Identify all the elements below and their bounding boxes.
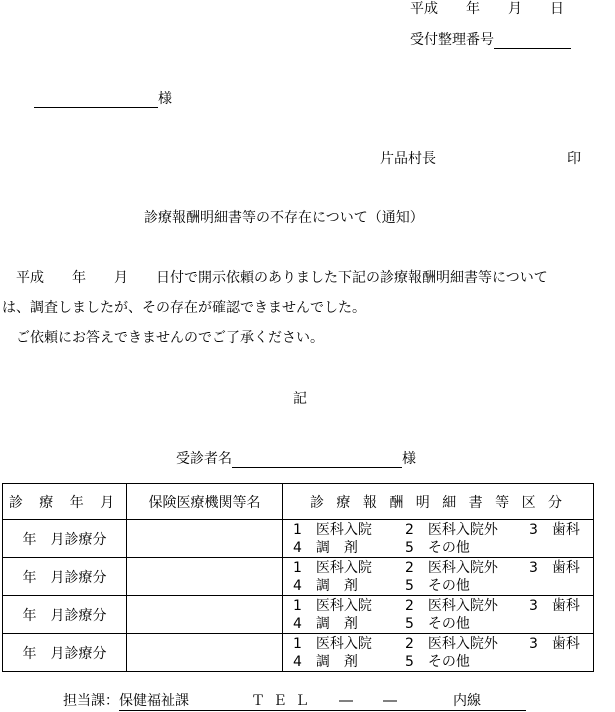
- contact-dash-2: ―: [383, 693, 397, 709]
- addressee-honorific: 様: [158, 91, 172, 107]
- body-line-2: は、調査しましたが、その存在が確認できませんでした。: [2, 300, 366, 316]
- row-month: 年 月診療分: [3, 558, 127, 596]
- addressee-name-field: [34, 91, 158, 108]
- category-other: 5 その他: [405, 615, 470, 632]
- row-category: [283, 596, 594, 634]
- row-month: 年 月診療分: [3, 634, 127, 672]
- receipt-number-label: 受付整理番号: [410, 32, 494, 48]
- receipt-number-field: [494, 32, 571, 49]
- table-row: [3, 558, 594, 596]
- row-institution: [127, 520, 283, 558]
- row-month: 年 月診療分: [3, 520, 127, 558]
- date-line: 平成 年 月 日: [410, 1, 564, 17]
- table-row: [3, 596, 594, 634]
- row-category: [283, 558, 594, 596]
- category-line-1: [283, 521, 593, 539]
- category-line-1: [283, 559, 593, 577]
- category-line-1: [283, 597, 593, 615]
- claims-table: [2, 483, 594, 672]
- contact-details: [119, 692, 526, 711]
- contact-label: 担当課：: [63, 693, 119, 709]
- header-month: 診 療 年 月: [3, 484, 127, 520]
- receipt-number: [410, 31, 571, 49]
- category-other: 5 その他: [405, 539, 470, 556]
- row-month: 年 月診療分: [3, 596, 127, 634]
- table-row: [3, 634, 594, 672]
- contact-extension: 内線: [453, 693, 481, 709]
- document-title: 診療報酬明細書等の不存在について（通知）: [144, 210, 424, 226]
- header-category: 診 療 報 酬 明 細 書 等 区 分: [283, 484, 594, 520]
- category-outpatient: 2 医科入院外: [405, 597, 498, 614]
- category-inpatient: 1 医科入院: [293, 559, 372, 576]
- patient-name: [176, 450, 416, 468]
- ki-mark: 記: [293, 391, 307, 407]
- category-line-2: [283, 653, 593, 671]
- category-other: 5 その他: [405, 653, 470, 670]
- seal-mark: 印: [567, 151, 581, 167]
- category-dental: 3 歯科: [529, 597, 580, 614]
- category-dispensing: 4 調 剤: [293, 653, 358, 670]
- category-inpatient: 1 医科入院: [293, 521, 372, 538]
- category-line-2: [283, 539, 593, 557]
- body-line-3: ご依頼にお答えできませんのでご了承ください。: [16, 330, 324, 346]
- category-outpatient: 2 医科入院外: [405, 521, 498, 538]
- patient-name-label: 受診者名: [176, 451, 232, 467]
- patient-name-field: [232, 451, 402, 468]
- contact-tel-label: ＴＥＬ: [251, 693, 317, 709]
- category-dental: 3 歯科: [529, 559, 580, 576]
- category-dispensing: 4 調 剤: [293, 539, 358, 556]
- row-institution: [127, 596, 283, 634]
- category-outpatient: 2 医科入院外: [405, 635, 498, 652]
- row-category: [283, 520, 594, 558]
- category-other: 5 その他: [405, 577, 470, 594]
- category-inpatient: 1 医科入院: [293, 635, 372, 652]
- sender-name: 片品村長: [380, 151, 436, 167]
- header-institution: 保険医療機関等名: [127, 484, 283, 520]
- row-category: [283, 634, 594, 672]
- category-dental: 3 歯科: [529, 635, 580, 652]
- row-institution: [127, 558, 283, 596]
- category-line-2: [283, 577, 593, 595]
- category-dispensing: 4 調 剤: [293, 615, 358, 632]
- category-dental: 3 歯科: [529, 521, 580, 538]
- category-dispensing: 4 調 剤: [293, 577, 358, 594]
- table-header-row: [3, 484, 594, 520]
- body-line-1: 平成 年 月 日付で開示依頼のありました下記の診療報酬明細書等について: [16, 270, 548, 286]
- patient-honorific: 様: [402, 451, 416, 467]
- category-line-1: [283, 635, 593, 653]
- contact-dash-1: ―: [339, 693, 353, 709]
- addressee: [34, 90, 172, 108]
- table-row: [3, 520, 594, 558]
- category-line-2: [283, 615, 593, 633]
- category-outpatient: 2 医科入院外: [405, 559, 498, 576]
- contact-footer: [63, 692, 526, 711]
- category-inpatient: 1 医科入院: [293, 597, 372, 614]
- row-institution: [127, 634, 283, 672]
- contact-dept: 保健福祉課: [119, 693, 189, 709]
